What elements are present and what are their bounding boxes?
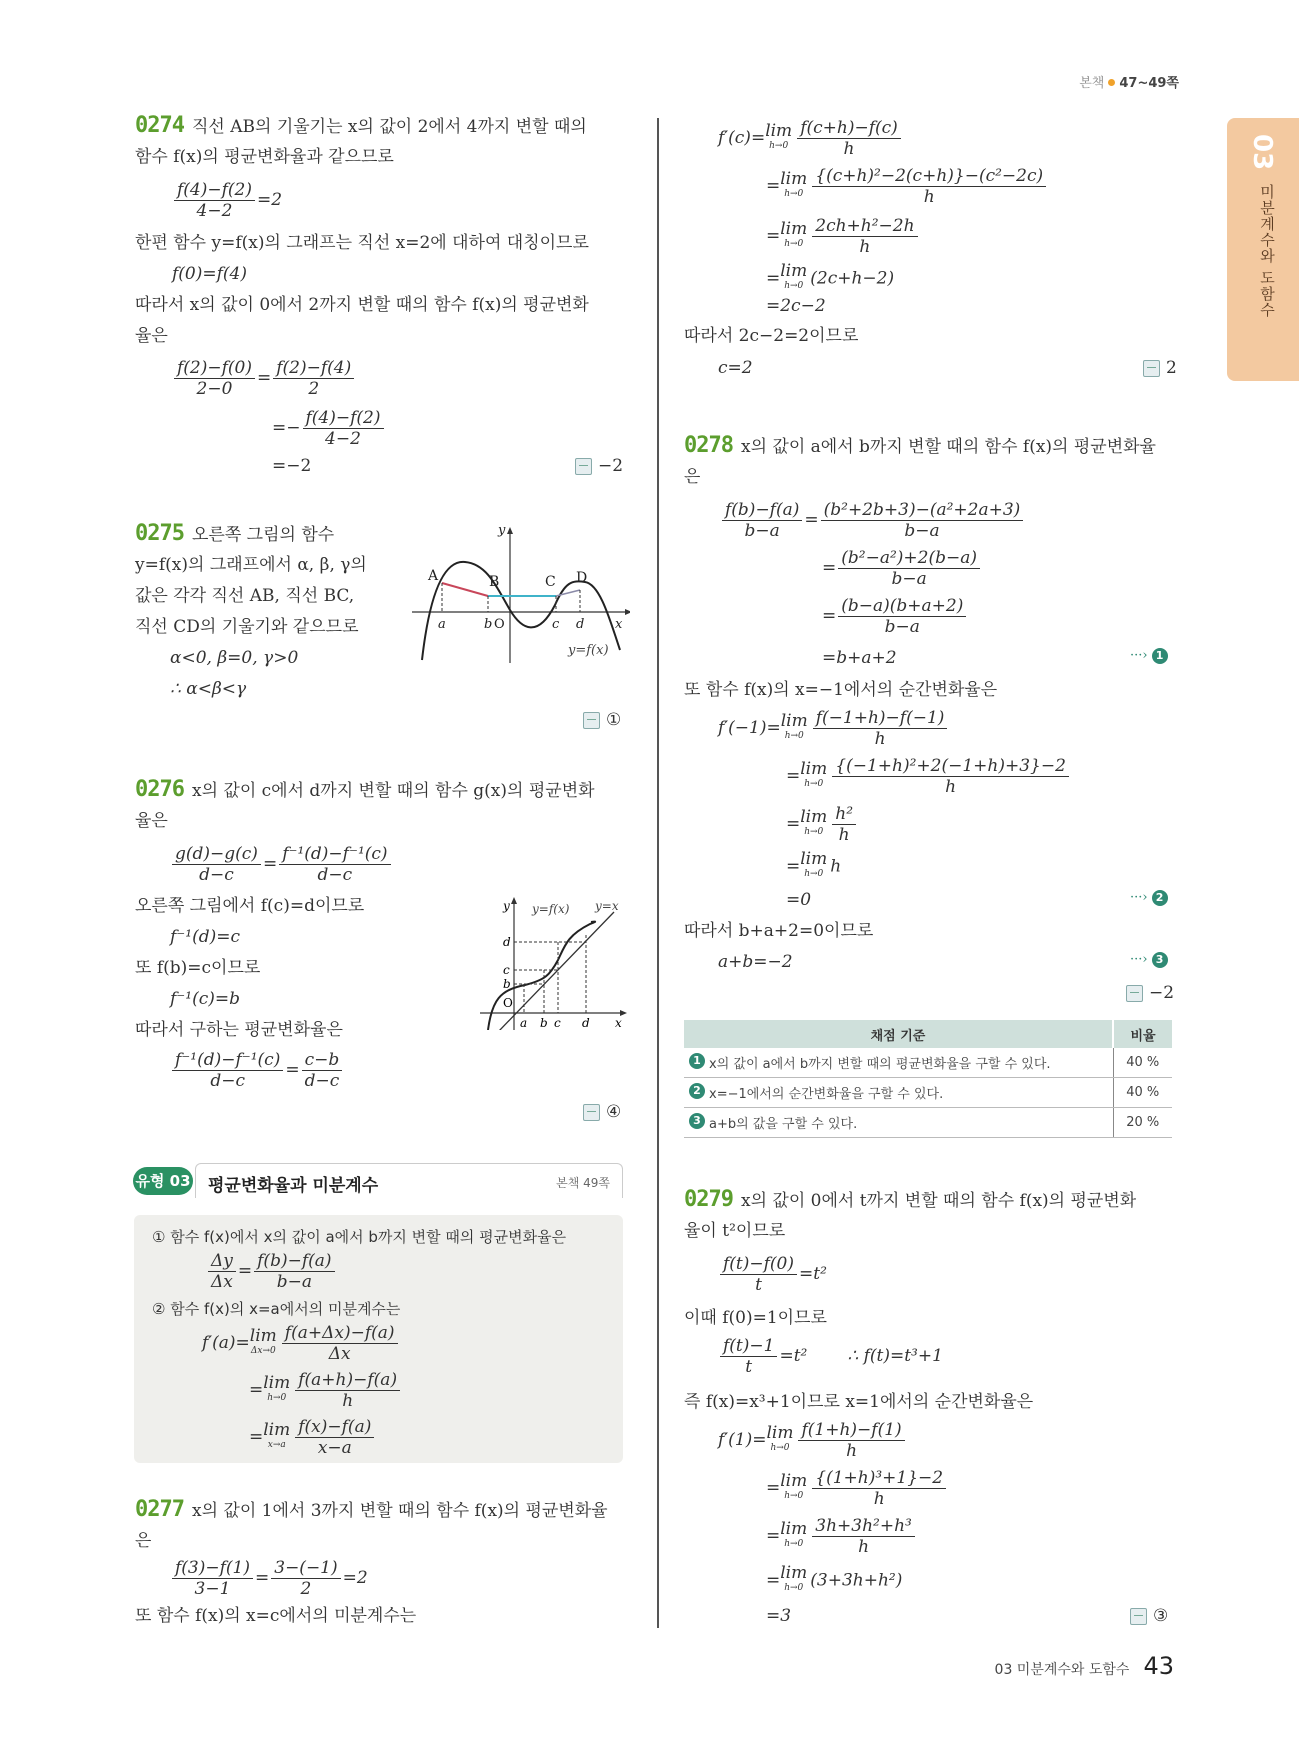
svg-text:c: c xyxy=(552,617,560,632)
equation: =b+a+2 xyxy=(822,648,897,668)
svg-text:y: y xyxy=(503,899,510,913)
svg-text:y=x: y=x xyxy=(595,899,619,913)
answer-marker: ③ xyxy=(1130,1606,1168,1626)
chapter-side-tab[interactable] xyxy=(1227,118,1299,381)
table-row: 2 x=−1에서의 순간변화율을 구할 수 있다. 40 % xyxy=(684,1078,1172,1108)
problem-number: 0274 xyxy=(135,113,184,138)
svg-text:d: d xyxy=(576,617,585,632)
answer-icon xyxy=(1130,1608,1147,1625)
page-range: 47~49쪽 xyxy=(1119,76,1179,91)
text-line: y=f(x)의 그래프에서 α, β, γ의 xyxy=(135,555,367,575)
step-marker-2: ···› 2 xyxy=(1130,890,1168,906)
step-marker-1: ···› 1 xyxy=(1130,648,1168,664)
equation: f⁻¹(c)=b xyxy=(170,989,240,1009)
type-title: 평균변화율과 미분계수 xyxy=(208,1176,379,1196)
fraction: $\frac{f(2)-f(0)}{2-0}$ xyxy=(174,358,255,399)
chapter-number: 03 xyxy=(1247,134,1277,171)
svg-text:y=f(x): y=f(x) xyxy=(532,902,570,916)
fraction: $\frac{\text{f⁻¹(d)−f⁻¹(c)}}{d-c}$ xyxy=(172,1050,283,1091)
svg-text:d: d xyxy=(582,1016,590,1030)
fraction: $\frac{f(4)-f(2)}{4-2}$ xyxy=(303,408,384,449)
answer-icon xyxy=(583,1104,600,1121)
answer-marker: ④ xyxy=(583,1102,621,1122)
concept-item-1: ① 함수 f(x)에서 x의 값이 a에서 b까지 변할 때의 평균변화율은 xyxy=(152,1228,567,1246)
book-label: 본책 xyxy=(1079,76,1105,91)
equation: =3 xyxy=(766,1606,792,1626)
equation: =2c−2 xyxy=(766,296,826,316)
svg-text:y: y xyxy=(498,523,506,538)
text-line: 또 f(b)=c이므로 xyxy=(135,958,261,978)
svg-text:a: a xyxy=(438,617,446,632)
answer-marker: −2 xyxy=(1126,983,1174,1003)
svg-text:c: c xyxy=(554,1016,561,1030)
step-marker-3: ···› 3 xyxy=(1130,952,1168,968)
fraction: $\frac{c-b}{d-c}$ xyxy=(302,1050,343,1091)
grading-criteria-table xyxy=(684,1020,1172,1138)
svg-text:O: O xyxy=(503,996,513,1010)
answer-icon xyxy=(575,458,592,475)
type-section-header xyxy=(133,1163,623,1199)
problem-number: 0276 xyxy=(135,777,184,802)
svg-text:b: b xyxy=(540,1016,548,1030)
answer-icon xyxy=(1126,985,1143,1002)
fraction: $\frac{\text{f⁻¹(d)−f⁻¹(c)}}{d-c}$ xyxy=(279,844,390,885)
svg-text:A: A xyxy=(428,568,439,584)
svg-text:d: d xyxy=(503,935,511,949)
svg-text:C: C xyxy=(545,574,556,590)
text-line: 즉 f(x)=x³+1이므로 x=1에서의 순간변화율은 xyxy=(684,1392,1034,1412)
equation: ∴ α<β<γ xyxy=(170,679,247,699)
concept-summary-box: ① 함수 f(x)에서 x의 값이 a에서 b까지 변할 때의 평균변화율은 $\frac{\Delta y}{\Delta x}$ = $\frac{f(b)-f(a)}{b-a}$ ② 함수 f(x)의 x=a에서의 미분계수는 f′(a)= lim Δx→0 $\frac{f(a+\Delta x)-f(a)}{\Delta x}$ = lim h→0 $\frac{f(a+h)-f(a)}{h}$ = lim x→a $\frac{f(x)-f(a)}{x-a}$ xyxy=(134,1215,623,1463)
problem-number: 0279 xyxy=(684,1187,733,1212)
svg-text:x: x xyxy=(615,1016,622,1030)
equation: f⁻¹(d)=c xyxy=(170,927,240,947)
answer-icon xyxy=(583,712,600,729)
fraction: $\frac{f(2)-f(4)}{2}$ xyxy=(273,358,354,399)
text-line: 또 함수 f(x)의 x=c에서의 미분계수는 xyxy=(135,1606,417,1626)
table-row: 3 a+b의 값을 구할 수 있다. 20 % xyxy=(684,1108,1172,1138)
text-line: 율은 xyxy=(135,326,168,346)
svg-text:c: c xyxy=(503,963,510,977)
footer-chapter: 03 미분계수와 도함수 xyxy=(994,1662,1130,1678)
svg-text:D: D xyxy=(576,570,588,586)
bullet-dot-icon xyxy=(1108,79,1115,86)
text-line: 은 xyxy=(135,1531,152,1551)
text-line: 한편 함수 y=f(x)의 그래프는 직선 x=2에 대하여 대칭이므로 xyxy=(135,233,589,253)
svg-text:B: B xyxy=(489,574,500,590)
text-line: 함수 f(x)의 평균변화율과 같으므로 xyxy=(135,147,394,167)
text-line: 또 함수 f(x)의 x=−1에서의 순간변화율은 xyxy=(684,680,998,700)
text-line: 율은 xyxy=(135,811,168,831)
text-line: 오른쪽 그림에서 f(c)=d이므로 xyxy=(135,896,365,916)
svg-text:O: O xyxy=(494,617,505,632)
text-line: 직선 AB의 기울기는 x의 값이 2에서 4까지 변할 때의 xyxy=(191,117,587,137)
inverse-function-graph-figure xyxy=(470,880,640,1030)
chapter-title: 미분계수와 도함수 xyxy=(1258,184,1276,318)
answer-marker: ① xyxy=(583,710,621,730)
text-line: 값은 각각 직선 AB, 직선 BC, xyxy=(135,586,355,606)
equation: c=2 xyxy=(718,358,753,378)
table-header: 채점 기준 xyxy=(684,1020,1113,1048)
table-header: 비율 xyxy=(1113,1020,1172,1048)
table-row: 1 x의 값이 a에서 b까지 변할 때의 평균변화율을 구할 수 있다. 40 % xyxy=(684,1048,1172,1078)
equation: f(0)=f(4) xyxy=(172,264,247,284)
problem-number: 0277 xyxy=(135,1497,184,1522)
svg-text:b: b xyxy=(503,977,511,991)
page-footer xyxy=(995,1652,1174,1680)
svg-text:x: x xyxy=(615,617,623,632)
cubic-graph-figure xyxy=(410,520,630,670)
answer-icon xyxy=(1143,360,1160,377)
equation: =0 xyxy=(786,890,812,910)
equation: =−2 xyxy=(272,456,312,476)
type-reference: 본책 49쪽 xyxy=(556,1176,610,1190)
text-line: 따라서 구하는 평균변화율은 xyxy=(135,1020,343,1040)
type-badge: 유형 03 xyxy=(133,1167,193,1195)
column-divider xyxy=(657,118,659,1628)
text-line: 따라서 2c−2=2이므로 xyxy=(684,326,859,346)
svg-text:y=f(x): y=f(x) xyxy=(568,643,609,658)
problem-number: 0278 xyxy=(684,433,733,458)
concept-item-2: ② 함수 f(x)의 x=a에서의 미분계수는 xyxy=(152,1300,401,1318)
text-line: 이때 f(0)=1이므로 xyxy=(684,1308,827,1328)
page-number: 43 xyxy=(1143,1652,1174,1680)
page-header xyxy=(1079,72,1179,91)
text-line: 은 xyxy=(684,467,701,487)
fraction: $\frac{f(4)-f(2)}{4-2}$ xyxy=(174,180,255,221)
text-line: 직선 CD의 기울기와 같으므로 xyxy=(135,617,359,637)
svg-text:a: a xyxy=(520,1016,528,1030)
fraction: $\frac{g(d)-g(c)}{d-c}$ xyxy=(172,844,261,885)
problem-number: 0275 xyxy=(135,521,184,546)
text-line: 따라서 x의 값이 0에서 2까지 변할 때의 함수 f(x)의 평균변화 xyxy=(135,295,589,315)
answer-marker: −2 xyxy=(575,456,623,476)
answer-marker: 2 xyxy=(1143,358,1177,378)
text-line: 율이 t²이므로 xyxy=(684,1221,786,1241)
equation: a+b=−2 xyxy=(718,952,793,972)
equation: α<0, β=0, γ>0 xyxy=(170,648,299,668)
svg-text:b: b xyxy=(484,617,493,632)
text-line: 따라서 b+a+2=0이므로 xyxy=(684,921,874,941)
